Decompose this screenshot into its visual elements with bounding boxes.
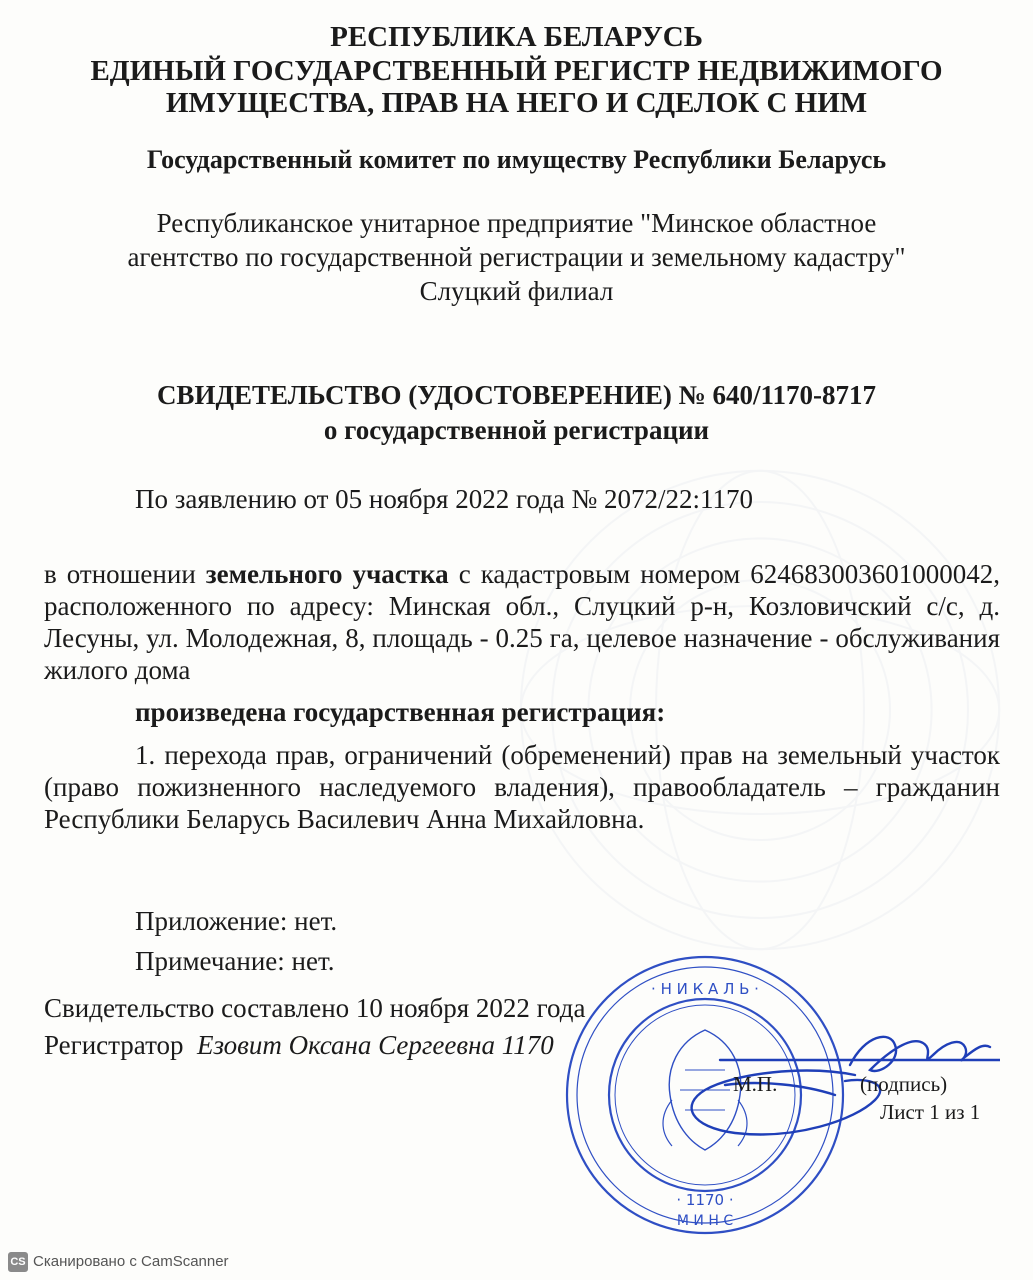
agency-line2: агентство по государственной регистрации и земельному кадастру" <box>127 242 906 272</box>
object-prefix: в отношении <box>44 559 196 589</box>
object-details: с кадастровым номером 624683003601000042, расположенного по адресу: Минская обл., Слуцкий р-н, Козловичский с/с, д. Лесуны, ул. Молодежная, 8, площадь - 0.25 га, целевое назначение - обслуживания жилого дома <box>44 559 1001 685</box>
registration-item: 1. перехода прав, ограничений (обременений) прав на земельный участок (право пожизненного наследуемого владения), правообладатель – гражданин Республики Беларусь Василевич Анна Михайловна. <box>44 740 1000 834</box>
object-type: земельного участка <box>205 559 449 589</box>
header-register-line1: ЕДИНЫЙ ГОСУДАРСТВЕННЫЙ РЕГИСТР НЕДВИЖИМОГО <box>90 55 943 87</box>
compiled-date: Свидетельство составлено 10 ноября 2022 года <box>44 993 586 1023</box>
certificate-title: СВИДЕТЕЛЬСТВО (УДОСТОВЕРЕНИЕ) № 640/1170-8717 <box>156 380 877 410</box>
svg-text:· Н И К А Л Ь ·: · Н И К А Л Ь · <box>651 980 759 998</box>
registrar-name: Езовит Оксана Сергеевна 1170 <box>197 1030 554 1060</box>
note-line: Примечание: нет. <box>135 946 335 976</box>
registrar-line <box>44 1030 554 1061</box>
registration-heading: произведена государственная регистрация: <box>135 697 666 727</box>
object-paragraph <box>44 558 1000 686</box>
handwritten-signature <box>665 1015 1000 1145</box>
committee-name: Государственный комитет по имуществу Республики Беларусь <box>146 145 887 174</box>
header-country: РЕСПУБЛИКА БЕЛАРУСЬ <box>330 21 703 53</box>
application-line: По заявлению от 05 ноября 2022 года № 2072/22:1170 <box>135 484 754 514</box>
scanner-footer-text: Сканировано с CamScanner <box>33 1253 229 1270</box>
agency-line1: Республиканское унитарное предприятие "Минское областное <box>156 208 877 238</box>
header-register-line2: ИМУЩЕСТВА, ПРАВ НА НЕГО И СДЕЛОК С НИМ <box>165 87 868 119</box>
svg-text:· 1170 ·: · 1170 · <box>676 1191 734 1209</box>
signature-label: (подпись) <box>860 1072 948 1096</box>
certificate-subtitle: о государственной регистрации <box>323 415 710 445</box>
agency-branch: Слуцкий филиал <box>419 276 614 306</box>
attachment-line: Приложение: нет. <box>135 906 338 936</box>
stamp-place-label: М.П. <box>733 1072 778 1096</box>
svg-text:М И Н С: М И Н С <box>676 1213 734 1229</box>
registrar-label: Регистратор <box>44 1030 184 1060</box>
camscanner-logo-icon: CS <box>8 1252 28 1272</box>
sheet-counter: Лист 1 из 1 <box>880 1100 981 1124</box>
